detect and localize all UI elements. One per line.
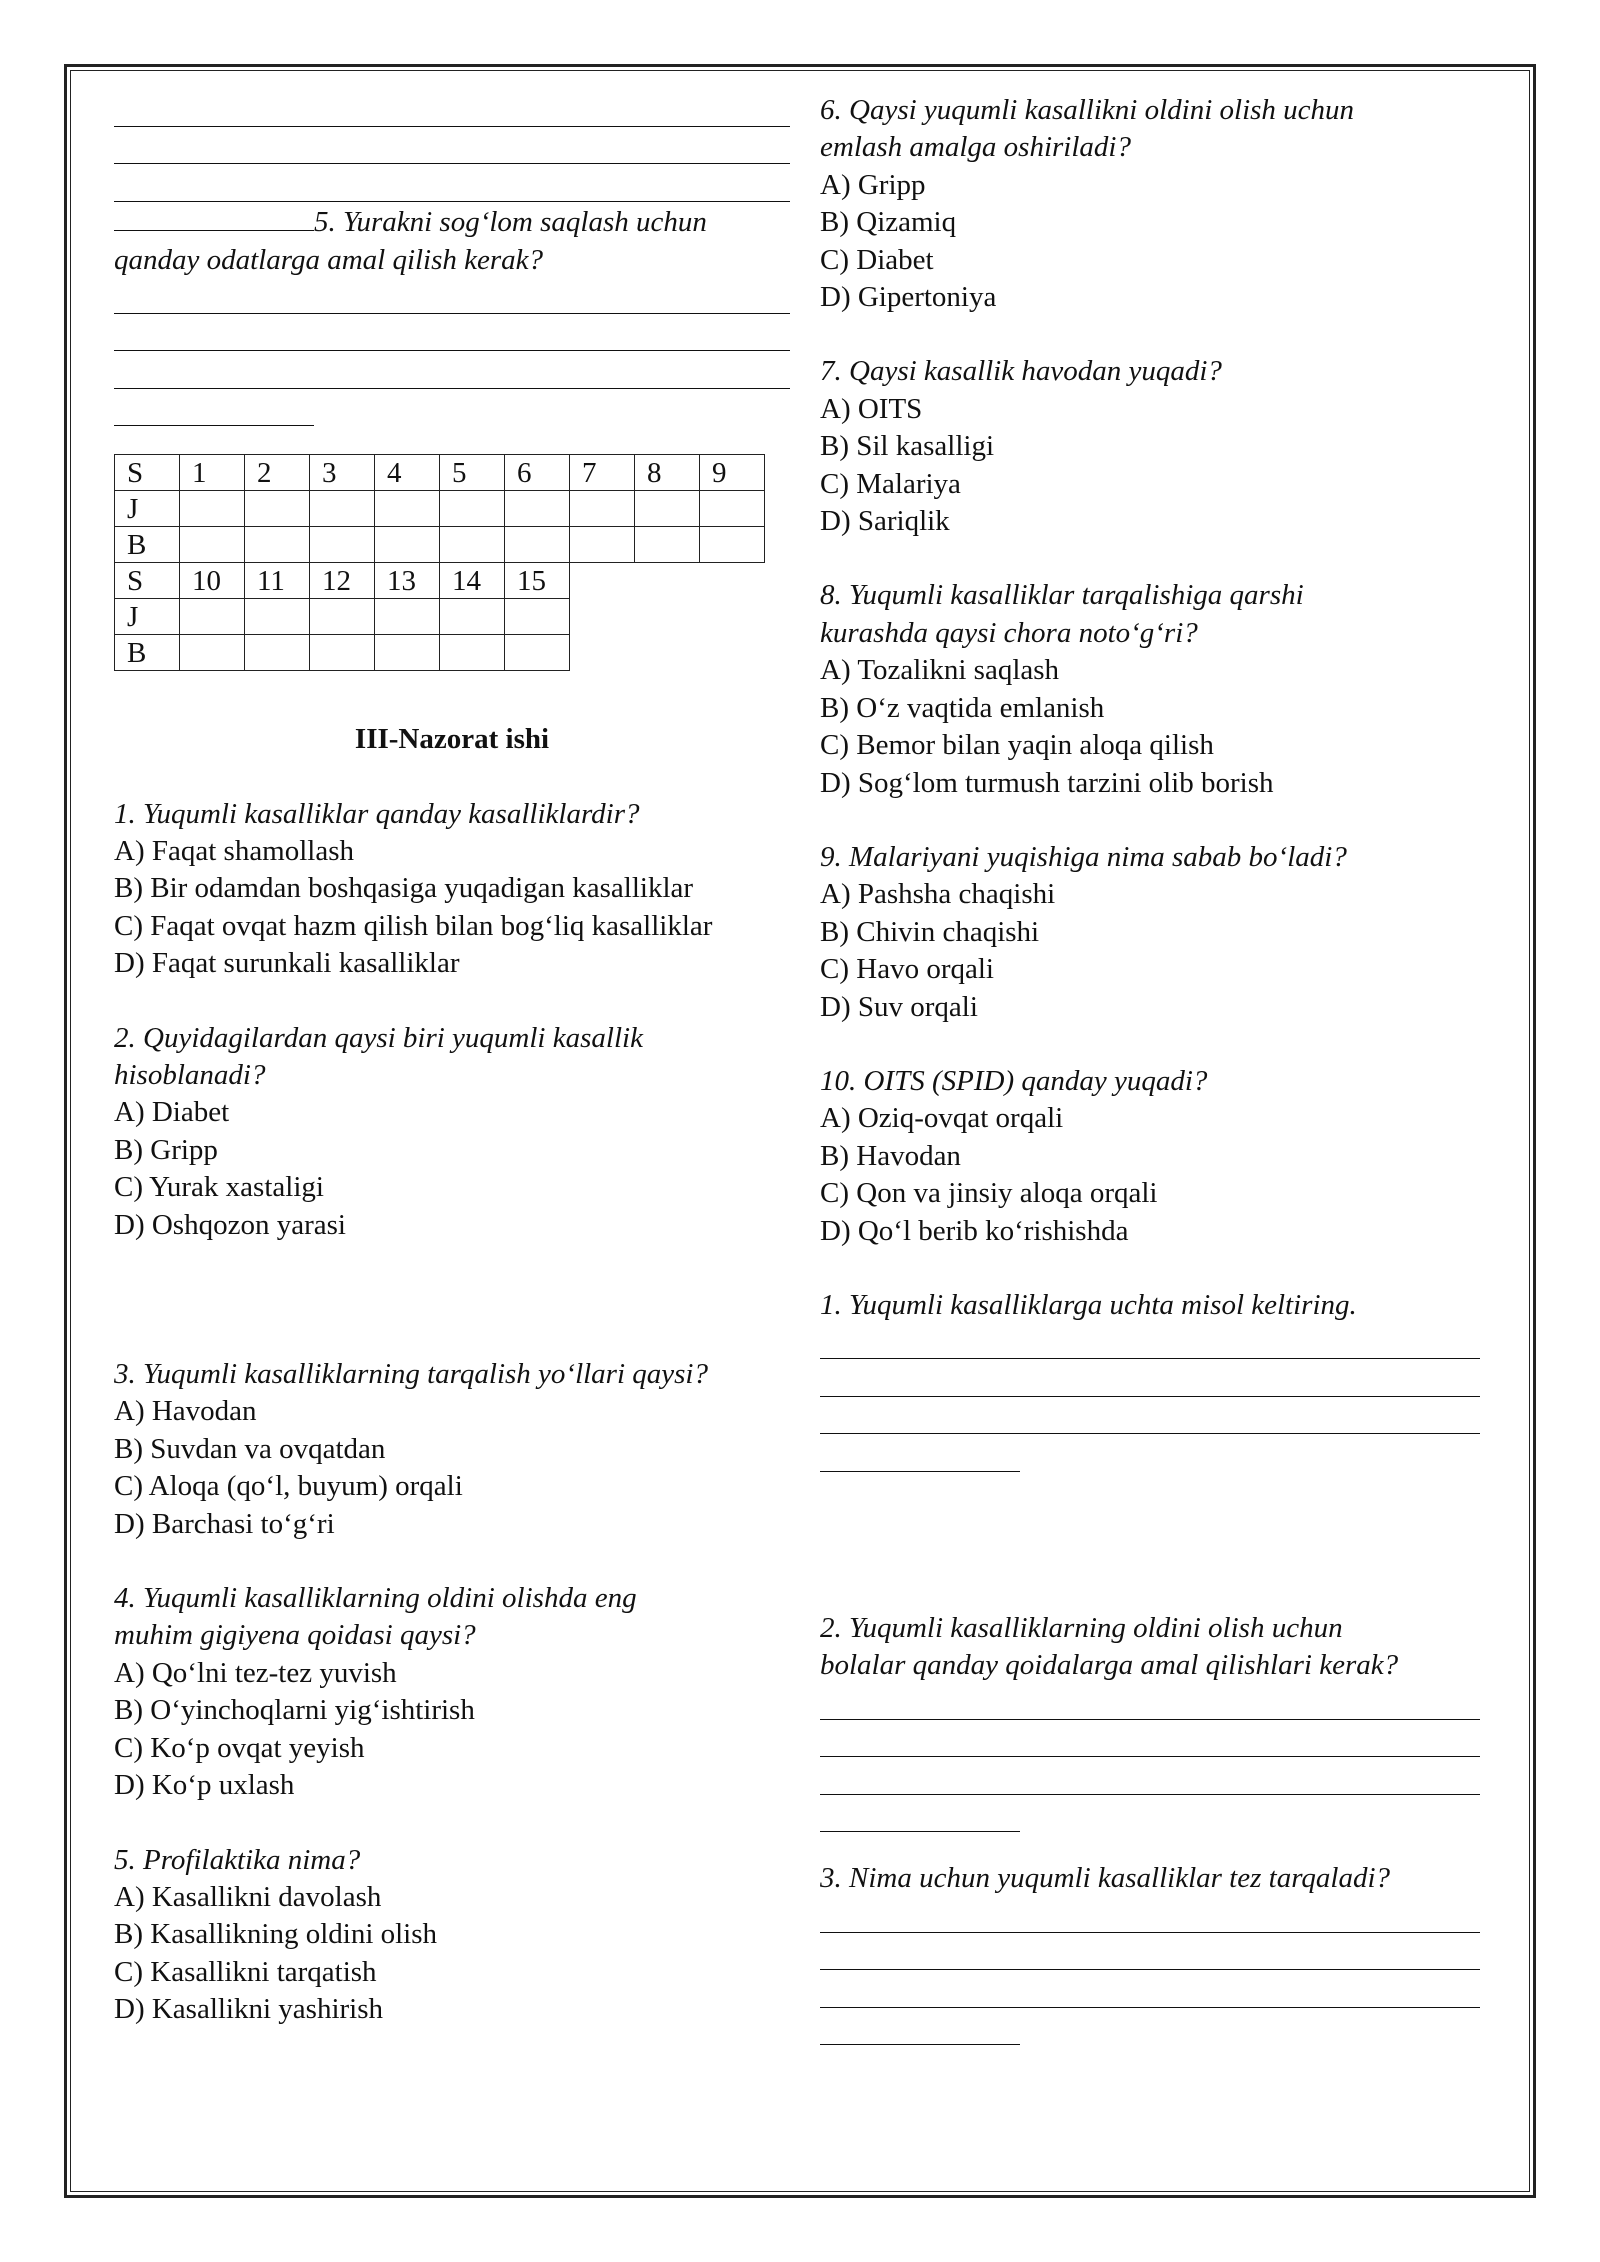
option-c[interactable]: C) Bemor bilan yaqin aloqa qilish [820, 729, 1214, 762]
grid-answer-cell[interactable] [440, 527, 505, 563]
option-b[interactable]: B) Bir odamdan boshqasiga yuqadigan kasalliklar [114, 872, 694, 905]
question-5 [114, 1842, 790, 2029]
grid-answer-cell[interactable] [310, 527, 375, 563]
answer-line[interactable] [820, 2010, 1020, 2045]
grid-cell: 13 [375, 563, 440, 599]
grid-empty [570, 635, 635, 671]
question-text-cont: bolalar qanday qoidalarga amal qilishlari kerak? [820, 1649, 1399, 1682]
question-text: 8. Yuqumli kasalliklar tarqalishiga qarshi [820, 579, 1304, 612]
question-text: 9. Malariyani yuqishiga nima sabab bo‘ladi? [820, 840, 1347, 873]
option-a[interactable]: A) Pashsha chaqishi [820, 878, 1056, 911]
option-c[interactable]: C) Havo orqali [820, 953, 994, 986]
question-text: 10. OITS (SPID) qanday yuqadi? [820, 1064, 1208, 1097]
grid-row [115, 635, 765, 671]
grid-empty [635, 563, 700, 599]
grid-empty [700, 635, 765, 671]
answer-line [114, 391, 314, 426]
grid-answer-cell[interactable] [635, 527, 700, 563]
grid-answer-cell[interactable] [505, 491, 570, 527]
open-question-3 [820, 1860, 1480, 2045]
grid-answer-cell[interactable] [180, 491, 245, 527]
grid-answer-cell[interactable] [245, 635, 310, 671]
grid-answer-cell[interactable] [440, 491, 505, 527]
grid-answer-cell[interactable] [505, 527, 570, 563]
left-column [114, 92, 790, 2029]
question-4 [114, 1580, 790, 1804]
grid-cell: 7 [570, 455, 635, 491]
answer-line[interactable] [820, 1324, 1480, 1359]
question-5-prev [114, 204, 790, 279]
grid-cell: 9 [700, 455, 765, 491]
option-d[interactable]: D) Gipertoniya [820, 281, 997, 314]
answer-line [114, 354, 790, 389]
question-text: 1. Yuqumli kasalliklarga uchta misol keltiring. [820, 1288, 1357, 1321]
grid-cell: 12 [310, 563, 375, 599]
grid-cell: J [115, 491, 180, 527]
option-d[interactable]: D) Qo‘l berib ko‘rishishda [820, 1214, 1129, 1247]
open-question-2 [820, 1610, 1480, 1832]
grid-empty [570, 599, 635, 635]
question-text-cont: emlash amalga oshiriladi? [820, 131, 1131, 164]
option-b[interactable]: B) Chivin chaqishi [820, 915, 1040, 948]
option-d[interactable]: D) Faqat surunkali kasalliklar [114, 947, 460, 980]
answer-line[interactable] [820, 1935, 1480, 1970]
question-text: 3. Yuqumli kasalliklarning tarqalish yo‘llari qaysi? [114, 1358, 708, 1391]
option-a[interactable]: A) Qo‘lni tez-tez yuvish [114, 1656, 397, 1689]
grid-cell: 2 [245, 455, 310, 491]
grid-cell: 3 [310, 455, 375, 491]
option-b[interactable]: B) Havodan [820, 1139, 961, 1172]
grid-cell: 10 [180, 563, 245, 599]
answer-line[interactable] [820, 1898, 1480, 1933]
grid-empty [570, 563, 635, 599]
grid-answer-cell[interactable] [375, 599, 440, 635]
grid-cell: 15 [505, 563, 570, 599]
answer-line[interactable] [820, 1362, 1480, 1397]
grid-row [115, 599, 765, 635]
option-b[interactable]: B) O‘z vaqtida emlanish [820, 691, 1105, 724]
grid-cell: S [115, 563, 180, 599]
answer-line[interactable] [820, 1722, 1480, 1757]
question-text-cont: muhim gigiyena qoidasi qaysi? [114, 1619, 476, 1652]
grid-cell: 8 [635, 455, 700, 491]
option-a[interactable]: A) Diabet [114, 1096, 230, 1129]
option-b[interactable]: B) O‘yinchoqlarni yig‘ishtirish [114, 1694, 475, 1727]
option-a[interactable]: A) Kasallikni davolash [114, 1880, 382, 1913]
grid-cell: S [115, 455, 180, 491]
grid-answer-cell[interactable] [310, 599, 375, 635]
option-d[interactable]: D) Suv orqali [820, 990, 978, 1023]
grid-answer-cell[interactable] [570, 527, 635, 563]
answer-line[interactable] [820, 1973, 1480, 2008]
grid-cell: 11 [245, 563, 310, 599]
grid-empty [700, 599, 765, 635]
option-c[interactable]: C) Malariya [820, 467, 961, 500]
question-2 [114, 1020, 790, 1244]
option-c[interactable]: C) Faqat ovqat hazm qilish bilan bog‘liq kasalliklar [114, 909, 713, 942]
grid-cell: B [115, 527, 180, 563]
option-d[interactable]: D) Ko‘p uxlash [114, 1769, 295, 1802]
grid-answer-cell[interactable] [310, 635, 375, 671]
question-text: 1. Yuqumli kasalliklar qanday kasalliklardir? [114, 797, 640, 830]
option-b[interactable]: B) Sil kasalligi [820, 430, 994, 463]
option-d[interactable]: D) Sog‘lom turmush tarzini olib borish [820, 766, 1274, 799]
option-d[interactable]: D) Sariqlik [820, 505, 950, 538]
grid-answer-cell[interactable] [375, 635, 440, 671]
question-text: 2. Yuqumli kasalliklarning oldini olish uchun [820, 1611, 1343, 1644]
option-c[interactable]: C) Yurak xastaligi [114, 1171, 324, 1204]
grid-empty [700, 563, 765, 599]
option-b[interactable]: B) Qizamiq [820, 206, 957, 239]
answer-line[interactable] [820, 1797, 1020, 1832]
grid-answer-cell[interactable] [180, 527, 245, 563]
grid-answer-cell[interactable] [245, 599, 310, 635]
grid-row [115, 455, 765, 491]
grid-row [115, 527, 765, 563]
question-text: 5. Profilaktika nima? [114, 1843, 361, 1876]
question-text: 7. Qaysi kasallik havodan yuqadi? [820, 355, 1222, 388]
grid-answer-cell[interactable] [440, 635, 505, 671]
grid-answer-cell[interactable] [245, 527, 310, 563]
grid-cell: 6 [505, 455, 570, 491]
option-c[interactable]: C) Diabet [820, 243, 934, 276]
option-d[interactable]: D) Kasallikni yashirish [114, 1993, 384, 2026]
answer-line[interactable] [820, 1760, 1480, 1795]
answer-line [114, 279, 790, 314]
grid-answer-cell[interactable] [180, 599, 245, 635]
answer-line[interactable] [820, 1685, 1480, 1720]
answer-line [114, 92, 790, 127]
grid-cell: 4 [375, 455, 440, 491]
option-c[interactable]: C) Qon va jinsiy aloqa orqali [820, 1177, 1158, 1210]
question-1 [114, 796, 790, 983]
question-8 [820, 577, 1480, 801]
grid-cell: 14 [440, 563, 505, 599]
option-a[interactable]: A) Gripp [820, 168, 926, 201]
grid-answer-cell[interactable] [700, 527, 765, 563]
question-text: 6. Qaysi yuqumli kasallikni oldini olish uchun [820, 94, 1355, 126]
question-9 [820, 839, 1480, 1026]
question-text-cont: hisoblanadi? [114, 1059, 266, 1091]
grid-answer-cell[interactable] [700, 491, 765, 527]
question-7 [820, 353, 1480, 540]
grid-answer-cell[interactable] [375, 527, 440, 563]
option-a[interactable]: A) Havodan [114, 1395, 257, 1428]
answer-line [114, 316, 790, 351]
right-column [820, 92, 1480, 2047]
question-3 [114, 1356, 790, 1543]
question-text: 3. Nima uchun yuqumli kasalliklar tez tarqaladi? [820, 1862, 1391, 1895]
option-a[interactable]: A) OITS [820, 392, 923, 425]
section-title: III-Nazorat ishi [354, 723, 550, 756]
answer-line[interactable] [820, 1399, 1480, 1434]
grid-cell: 1 [180, 455, 245, 491]
grid-answer-cell[interactable] [375, 491, 440, 527]
option-a[interactable]: A) Tozalikni saqlash [820, 654, 1060, 687]
grid-row [115, 491, 765, 527]
question-6 [820, 92, 1480, 316]
grid-empty [635, 599, 700, 635]
option-d[interactable]: D) Oshqozon yarasi [114, 1208, 346, 1241]
option-b[interactable]: B) Gripp [114, 1133, 218, 1166]
answer-line[interactable] [820, 1437, 1020, 1472]
option-c[interactable]: C) Ko‘p ovqat yeyish [114, 1731, 365, 1764]
answer-line [114, 129, 790, 164]
option-c[interactable]: C) Kasallikni tarqatish [114, 1955, 377, 1988]
grid-answer-cell[interactable] [505, 635, 570, 671]
question-text: 5. Yurakni sog‘lom saqlash uchun qanday odatlarga amal qilish kerak? [114, 206, 707, 276]
answer-line [114, 167, 790, 202]
question-text: 4. Yuqumli kasalliklarning oldini olishda eng [114, 1582, 637, 1615]
answer-line-stub [114, 210, 314, 231]
grid-cell: B [115, 635, 180, 671]
grid-cell: 5 [440, 455, 505, 491]
grid-answer-cell[interactable] [245, 491, 310, 527]
grid-cell: J [115, 599, 180, 635]
option-a[interactable]: A) Oziq-ovqat orqali [820, 1102, 1064, 1135]
grid-row [115, 563, 765, 599]
option-b[interactable]: B) Kasallikning oldini olish [114, 1918, 438, 1951]
grid-empty [635, 635, 700, 671]
grid-answer-cell[interactable] [310, 491, 375, 527]
option-a[interactable]: A) Faqat shamollash [114, 834, 355, 867]
option-c[interactable]: C) Aloqa (qo‘l, buyum) orqali [114, 1470, 463, 1503]
grid-answer-cell[interactable] [505, 599, 570, 635]
grid-answer-cell[interactable] [180, 635, 245, 671]
open-question-1 [820, 1287, 1480, 1472]
grid-answer-cell[interactable] [440, 599, 505, 635]
question-text-cont: kurashda qaysi chora noto‘g‘ri? [820, 616, 1198, 649]
grid-answer-cell[interactable] [635, 491, 700, 527]
option-d[interactable]: D) Barchasi to‘g‘ri [114, 1507, 335, 1540]
grid-answer-cell[interactable] [570, 491, 635, 527]
option-b[interactable]: B) Suvdan va ovqatdan [114, 1432, 386, 1465]
question-text: 2. Quyidagilardan qaysi biri yuqumli kasallik [114, 1021, 643, 1054]
answer-grid [114, 454, 765, 671]
question-10 [820, 1063, 1480, 1250]
